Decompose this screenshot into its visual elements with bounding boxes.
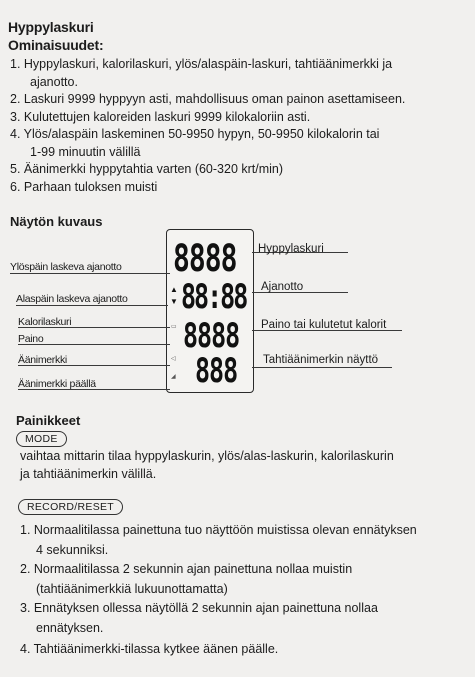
- record-reset-item: ennätyksen.: [36, 620, 104, 635]
- leader-line: [18, 344, 170, 345]
- leader-line: [18, 389, 170, 390]
- label-weight-or-calories: Paino tai kulutetut kalorit: [261, 319, 387, 331]
- buttons-section-heading: Painikkeet: [16, 413, 81, 428]
- label-calorie-counter: Kalorilaskuri: [18, 316, 72, 328]
- record-reset-item: 4 sekunniksi.: [36, 542, 109, 557]
- lcd-digits-weight-calories: 8888: [183, 316, 240, 356]
- label-timer: Ajanotto: [261, 281, 304, 293]
- label-weight: Paino: [18, 333, 44, 345]
- leader-line: [252, 367, 392, 368]
- feature-item: 5. Äänimerkki hyppytahtia varten (60-320 krt/min): [10, 162, 284, 176]
- beep-on-indicator: ◢: [171, 374, 176, 380]
- kcal-indicator: ▭: [171, 324, 177, 330]
- display-section-heading: Näytön kuvaus: [10, 214, 103, 229]
- label-count-up-time: Ylöspäin laskeva ajanotto: [10, 261, 122, 273]
- feature-item: 4. Ylös/alaspäin laskeminen 50-9950 hypyn, 50-9950 kilokalorin tai: [10, 127, 380, 141]
- leader-line: [10, 273, 170, 274]
- leader-line: [18, 327, 170, 328]
- lcd-digits-beep: 888: [195, 351, 238, 391]
- record-reset-item: 2. Normaalitilassa 2 sekunnin ajan painettuna nollaa muistin: [20, 562, 353, 576]
- label-jump-counter: Hyppylaskuri: [258, 243, 324, 255]
- feature-item: 2. Laskuri 9999 hyppyyn asti, mahdollisuus oman painon asettamiseen.: [10, 92, 406, 106]
- leader-line: [16, 305, 168, 306]
- leader-line: [18, 365, 170, 366]
- mode-button-badge: MODE: [16, 431, 67, 447]
- feature-item: ajanotto.: [30, 74, 78, 89]
- down-arrow-indicator: ▼: [170, 297, 178, 306]
- label-beep-on: Äänimerkki päällä: [18, 378, 96, 390]
- mode-description-line: vaihtaa mittarin tilaa hyppylaskurin, ylös/alas-laskurin, kalorilaskurin: [20, 449, 394, 463]
- label-beep-display: Tahtiäänimerkin näyttö: [263, 354, 379, 366]
- page-title: Hyppylaskuri: [8, 19, 94, 35]
- lcd-display-diagram: [166, 229, 254, 393]
- record-reset-item: 4. Tahtiäänimerkki-tilassa kytkee äänen päälle.: [20, 642, 279, 656]
- beep-indicator: ◁: [171, 356, 176, 362]
- mode-description-line: ja tahtiäänimerkin välillä.: [20, 467, 157, 481]
- features-heading: Ominaisuudet:: [8, 37, 104, 53]
- feature-item: 6. Parhaan tuloksen muisti: [10, 179, 158, 194]
- feature-list: [10, 56, 472, 196]
- lcd-digits-jump-count: 8888: [173, 236, 237, 281]
- lcd-digits-timer: 88:88: [181, 277, 247, 317]
- record-reset-item: 1. Normaalitilassa painettuna tuo näyttöön muistissa olevan ennätyksen: [20, 523, 417, 537]
- feature-item: 1-99 minuutin välillä: [30, 144, 141, 159]
- record-reset-button-badge: RECORD/RESET: [18, 499, 123, 515]
- record-reset-list: [20, 522, 472, 661]
- feature-item: 1. Hyppylaskuri, kalorilaskuri, ylös/alaspäin-laskuri, tahtiäänimerkki ja: [10, 57, 393, 71]
- up-arrow-indicator: ▲: [170, 285, 178, 294]
- label-beep: Äänimerkki: [18, 354, 67, 366]
- record-reset-item: (tahtiäänimerkkiä lukuunottamatta): [36, 581, 228, 596]
- record-reset-item: 3. Ennätyksen ollessa näytöllä 2 sekunnin ajan painettuna nollaa: [20, 601, 378, 615]
- feature-item: 3. Kulutettujen kaloreiden laskuri 9999 kilokaloriin asti.: [10, 109, 311, 124]
- label-count-down-time: Alaspäin laskeva ajanotto: [16, 293, 128, 305]
